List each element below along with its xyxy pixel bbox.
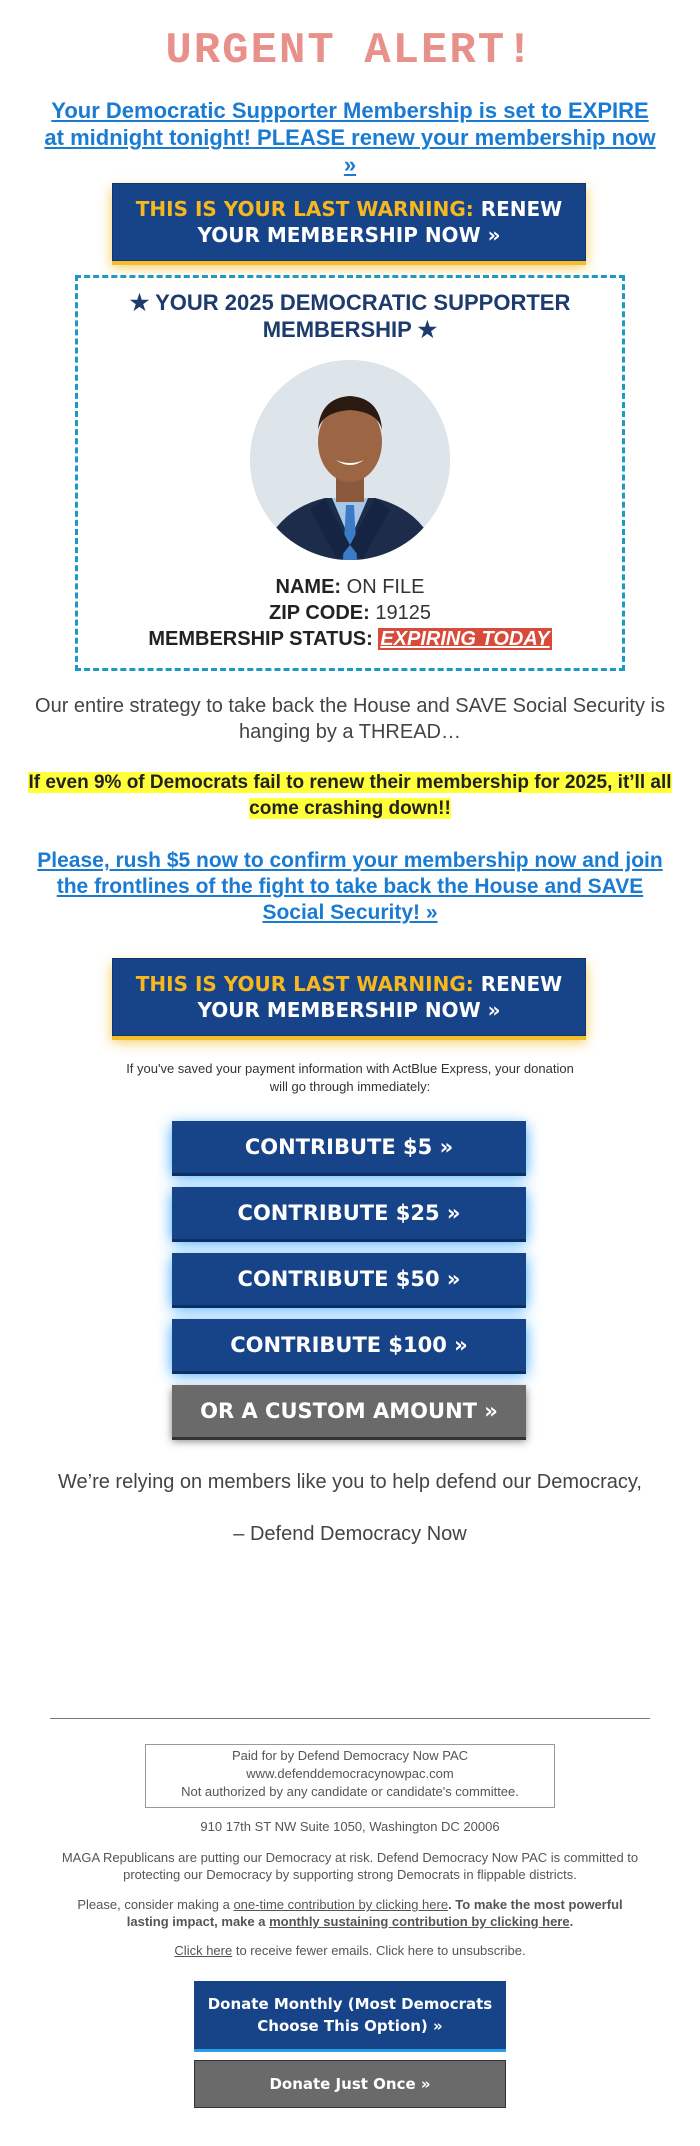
consider-prefix: Please, consider making a: [77, 1897, 234, 1912]
custom-amount-button[interactable]: OR A CUSTOM AMOUNT »: [172, 1385, 526, 1437]
paid-for-box: [145, 1744, 555, 1808]
strategy-text: Our entire strategy to take back the House and SAVE Social Security is hanging by a THREAD…: [35, 695, 665, 743]
status-label: MEMBERSHIP STATUS:: [148, 628, 373, 650]
rush-five-link[interactable]: Please, rush $5 now to confirm your membership now and join the frontlines of the fight to take back the House and SAVE Social Security! »: [37, 849, 663, 924]
expire-membership-link[interactable]: Your Democratic Supporter Membership is set to EXPIRE at midnight tonight! PLEASE renew your membership now »: [44, 98, 656, 177]
zip-value: 19125: [375, 602, 431, 624]
closing-line: We’re relying on members like you to help defend our Democracy,: [58, 1471, 642, 1493]
disclaimer-text: Not authorized by any candidate or candidate's committee.: [181, 1784, 519, 1799]
last-warning-button-2[interactable]: [112, 958, 586, 1036]
donate-once-button[interactable]: Donate Just Once »: [194, 2060, 506, 2108]
contribute-50-button[interactable]: CONTRIBUTE $50 »: [172, 1253, 526, 1305]
warning-gold-text: THIS IS YOUR LAST WARNING:: [135, 972, 474, 996]
one-time-link[interactable]: one-time contribution by clicking here: [233, 1897, 449, 1912]
portrait-image: [250, 360, 450, 560]
warning-gold-text: THIS IS YOUR LAST WARNING:: [135, 197, 474, 221]
highlight-text: [20, 770, 680, 822]
warning-white-text: RENEW YOUR MEMBERSHIP NOW »: [197, 197, 563, 247]
avatar: [250, 360, 450, 560]
warning-white-text: RENEW YOUR MEMBERSHIP NOW »: [197, 972, 563, 1022]
fewer-emails-text: to receive fewer emails. Click here to unsubscribe.: [232, 1943, 526, 1958]
status-badge: EXPIRING TODAY: [380, 628, 550, 650]
website-text: www.defenddemocracynowpac.com: [246, 1766, 454, 1781]
membership-card-title: ★ YOUR 2025 DEMOCRATIC SUPPORTER MEMBERSHIP ★: [129, 290, 571, 342]
last-warning-button[interactable]: [112, 183, 586, 261]
fewer-emails-link[interactable]: Click here: [174, 1943, 233, 1958]
consider-paragraph: [60, 1896, 640, 1930]
donate-monthly-button[interactable]: Donate Monthly (Most Democrats Choose This Option) »: [194, 1981, 506, 2049]
name-label: NAME:: [275, 576, 342, 598]
footer-divider: [50, 1718, 650, 1719]
status-row: [78, 626, 622, 652]
mission-text: MAGA Republicans are putting our Democracy at risk. Defend Democracy Now PAC is committed to protecting our Democracy by supporting strong Democrats in flippable districts.: [61, 1850, 639, 1882]
zip-row: [78, 600, 622, 626]
zip-label: ZIP CODE:: [269, 602, 370, 624]
fewer-emails-paragraph: [60, 1942, 640, 1959]
consider-mid: . To make the most powerful lasting impact, make a: [126, 1897, 623, 1929]
urgent-alert-title: URGENT ALERT!: [165, 26, 535, 76]
consider-suffix: .: [569, 1914, 574, 1929]
contribute-5-button[interactable]: CONTRIBUTE $5 »: [172, 1121, 526, 1173]
paid-for-text: Paid for by Defend Democracy Now PAC: [231, 1748, 469, 1763]
signature: – Defend Democracy Now: [233, 1523, 467, 1545]
name-row: [78, 574, 622, 600]
highlight-span: If even 9% of Democrats fail to renew their membership for 2025, it’ll all come crashing down!!: [28, 772, 672, 819]
contribute-100-button[interactable]: CONTRIBUTE $100 »: [172, 1319, 526, 1371]
membership-card: [75, 275, 625, 671]
name-value: ON FILE: [346, 576, 425, 598]
contribute-25-button[interactable]: CONTRIBUTE $25 »: [172, 1187, 526, 1239]
monthly-link[interactable]: monthly sustaining contribution by clicking here: [269, 1914, 570, 1929]
actblue-note: If you've saved your payment information with ActBlue Express, your donation will go through immediately:: [126, 1061, 574, 1094]
address-text: 910 17th ST NW Suite 1050, Washington DC 20006: [200, 1819, 500, 1834]
